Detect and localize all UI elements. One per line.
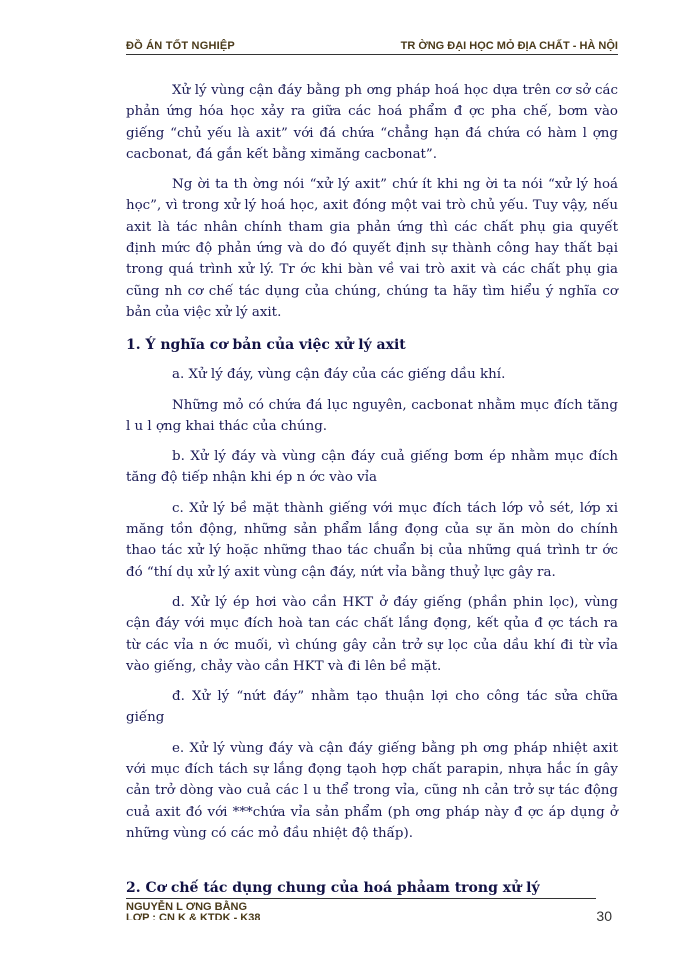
item-d: d. Xử lý ép hơi vào cần HKT ở đáy giếng (phần phin lọc), vùng cận đáy với mục đích hoà tan các chất lắng đọng, kết qủa đ ợc tách ra từ các vỉa n ớc muối, vì chúng gây cản trở sự lọc của dầu khí đi từ vỉa vào giếng, chảy vào cần HKT và đi lên bề mặt. [126, 594, 618, 674]
intro-paragraph-2: Ng ời ta th ờng nói “xử lý axit” chứ ít khi ng ời ta nói “xử lý hoá học”, vì trong xử lý hoá học, axit đóng một vai trò chủ yếu. Tuy vậy, nếu axit là tác nhân chính tham gia phản ứng thì các chất phụ gia quyết định mức độ phản ứng và do đó quyết định sự thành công hay thất bại trong quá trình xử lý. Tr ớc khi bàn về vai trò axit và các chất phụ gia cũng nh cơ chế tác dụng của chúng, chúng ta hãy tìm hiểu ý nghĩa cơ bản của việc xử lý axit. [126, 177, 618, 320]
item-c: c. Xử lý bề mặt thành giếng với mục đích tách lớp vỏ sét, lớp xi măng tồn động, những sản phẩm lắng đọng của sự ăn mòn do chính thao tác xử lý hoặc những thao tác chuẩn bị của những quá trình tr ớc đó “thí dụ xử lý axit vùng cận đáy, nứt vỉa bằng thuỷ lực gây ra. [126, 500, 618, 580]
footer-rule [126, 898, 596, 899]
page-header [126, 40, 618, 58]
footer-class: LỚP : CN K & KTDK - K38 [126, 913, 261, 920]
item-e: e. Xử lý vùng đáy và cận đáy giếng bằng ph ơng pháp nhiệt axit với mục đích tách sự lắng đọng tạoh hợp chất parapin, nhựa hắc ín gây cản trở dòng vào cuả các l u thể trong vỉa, cũng nh cản trở sự tác động cuả axit đó với ***chứa vỉa sản phẩm (ph ơng pháp này đ ợc áp dụng ở những vùng có các mỏ đầu nhiệt độ thấp). [126, 740, 618, 841]
item-b: b. Xử lý đáy và vùng cận đáy cuả giếng bơm ép nhằm mục đích tăng độ tiếp nhận khi ép n ớc vào vỉa [126, 449, 618, 486]
header-thesis-label: ĐỒ ÁN TỐT NGHIỆP [126, 40, 235, 52]
page-footer [126, 898, 618, 928]
header-university-name: TR ỜNG ĐẠI HỌC MỎ ĐỊA CHẤT - HÀ NỘI [400, 40, 618, 52]
page-number: 30 [596, 908, 612, 924]
document-body [126, 80, 618, 898]
footer-author: NGUYỄN L ƠNG BẰNG [126, 901, 248, 913]
section-1-heading: 1. Ý nghĩa cơ bản của việc xử lý axit [126, 337, 406, 354]
item-a: a. Xử lý đáy, vùng cận đáy của các giếng dầu khí. [172, 367, 506, 383]
item-a-detail: Những mỏ có chứa đá lục nguyên, cacbonat nhằm mục đích tăng l u l ợng khai thác của chúng. [126, 397, 618, 434]
section-2-heading: 2. Cơ chế tác dụng chung của hoá phảam trong xử lý [126, 880, 540, 897]
item-dd: đ. Xử lý “nứt đáy” nhằm tạo thuận lợi cho công tác sửa chữa giếng [126, 689, 618, 726]
intro-paragraph-1: Xử lý vùng cận đáy bằng ph ơng pháp hoá học dựa trên cơ sở các phản ứng hóa học xảy ra giữa các hoá phẩm đ ợc pha chế, bơm vào giếng “chủ yếu là axit” với đá chứa “chẳng hạn đá chứa có hàm l ợng cacbonat, đá gắn kết bằng ximăng cacbonat”. [126, 83, 618, 162]
header-rule [126, 54, 618, 55]
